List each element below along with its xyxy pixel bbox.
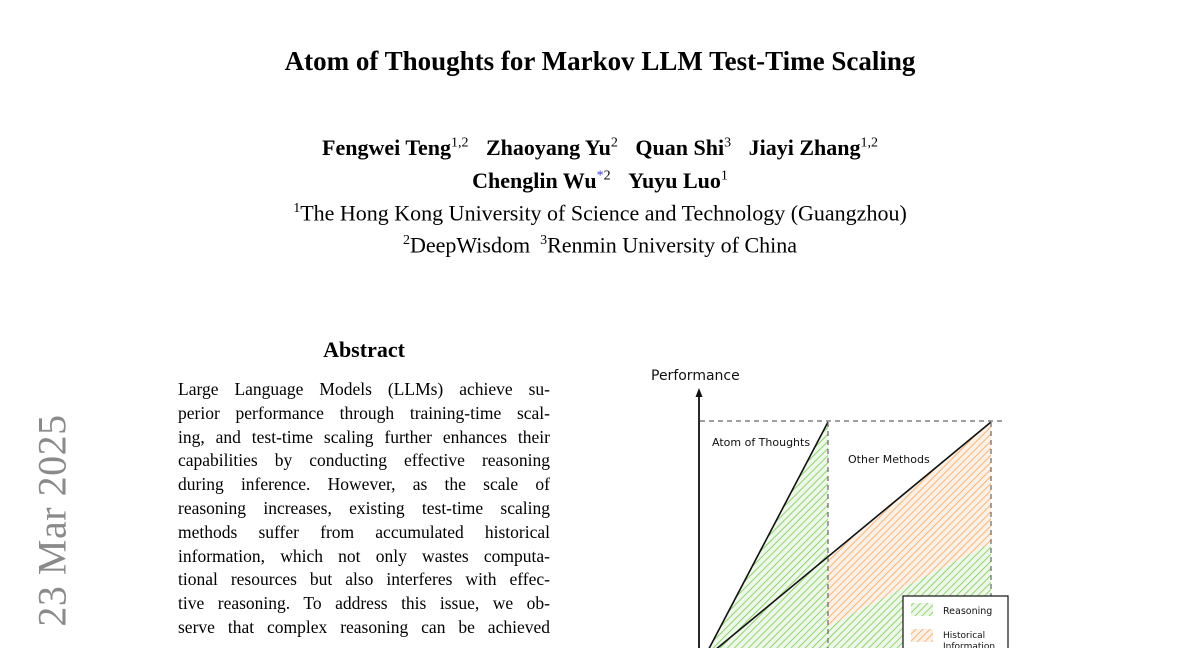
abstract-line: serve that complex reasoning can be achieved: [178, 616, 550, 637]
abstract-line: reasoning increases, existing test-time scaling: [178, 497, 550, 518]
figure-legend: [903, 596, 1008, 648]
legend-label-history-text-line2: Information: [943, 642, 996, 648]
figure-1: [640, 360, 1020, 648]
abstract-line: information, which not only wastes computa-: [178, 545, 550, 566]
author-block: [0, 130, 1200, 259]
abstract-line: Large Language Models (LLMs) achieve su-: [178, 379, 550, 399]
affiliation-1: $^1$The Hong Kong University of Science and Technology (Guangzhou): [293, 199, 907, 225]
legend-label-reasoning: Reasoning: [943, 606, 993, 617]
affiliation-2: $^2$DeepWisdom $^3$Renmin University of China: [402, 232, 797, 258]
author-name: Quan Shi$^3$: [635, 135, 732, 161]
aot-reasoning-region: [703, 422, 828, 648]
author-name: Yuyu Luo$^1$: [628, 167, 728, 193]
abstract-line: tional resources but also interferes with effec-: [178, 569, 550, 590]
abstract-body: [178, 378, 550, 640]
other-methods-label: Other Methods: [848, 453, 930, 466]
author-name: Jiayi Zhang$^{1,2}$: [748, 135, 878, 161]
legend-swatch-reasoning: [911, 603, 933, 616]
legend-swatch-history: [911, 629, 933, 642]
authors-line-1: [0, 130, 1200, 162]
y-axis-label: Performance: [651, 368, 740, 384]
author-name: Zhaoyang Yu$^2$: [485, 135, 618, 161]
arxiv-date-stamp: [28, 414, 76, 626]
abstract-line: during inference. However, as the scale of: [178, 474, 550, 495]
corresponding-author-star: *: [596, 168, 604, 184]
paper-title: Atom of Thoughts for Markov LLM Test-Time Scaling: [284, 46, 916, 76]
abstract-line: methods suffer from accumulated historical: [178, 521, 550, 542]
author-name: Chenglin Wu$^{*2}$: [472, 167, 611, 193]
arxiv-date-text: 23 Mar 2025: [29, 413, 75, 627]
authors-line-2: [0, 162, 1200, 194]
legend-label-history-text: Historical: [943, 631, 986, 641]
legend-label-history: [943, 631, 995, 648]
y-axis-arrow: [696, 388, 703, 397]
abstract-line: ing, and test-time scaling further enhances their: [178, 426, 550, 447]
abstract-line: tive reasoning. To address this issue, we ob-: [178, 593, 550, 614]
abstract-line: capabilities by conducting effective reasoning: [178, 450, 550, 471]
abstract-heading: Abstract: [323, 337, 405, 362]
aot-label: Atom of Thoughts: [712, 436, 811, 449]
author-name: Fengwei Teng$^{1,2}$: [322, 135, 469, 161]
figure-1-illustration: [640, 360, 1020, 648]
abstract-line: perior performance through training-time scal-: [178, 402, 550, 423]
